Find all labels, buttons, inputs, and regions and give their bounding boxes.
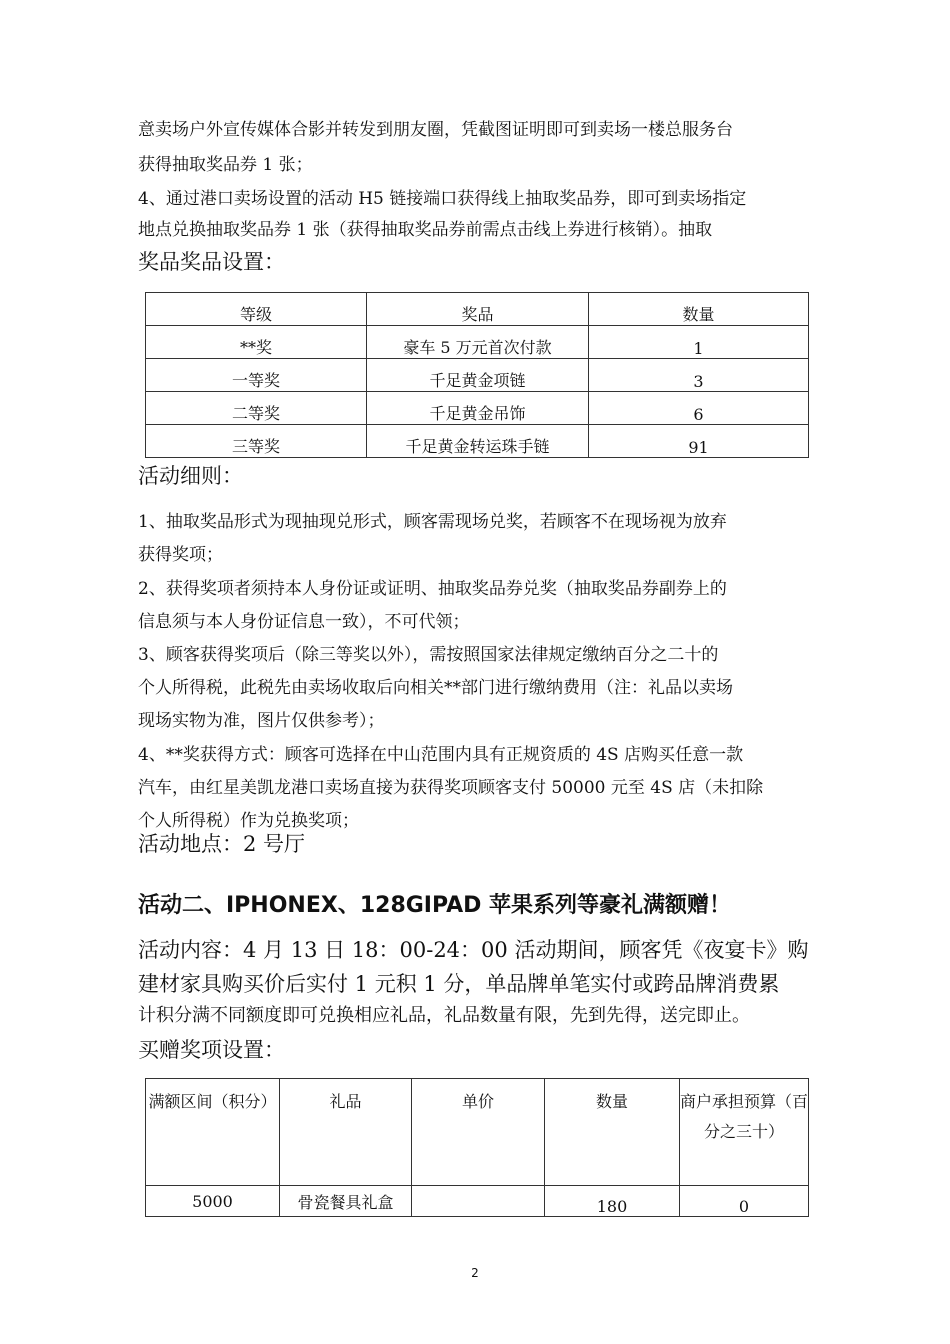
section2-line-3 bbox=[138, 1001, 750, 1027]
rules-line-10: 个人所得税）作为兑换奖项； bbox=[138, 811, 359, 831]
section2-line-2: 建材家具购买价后实付 1 元积 1 分，单品牌单笔实付或跨品牌消费累 bbox=[138, 972, 780, 996]
rules-line-5: 3、顾客获得奖项后（除三等奖以外），需按照国家法律规定缴纳百分之二十的 bbox=[138, 645, 719, 665]
prize-table bbox=[145, 292, 809, 458]
gift-header-budget: 商户承担预算（百分之三十） bbox=[680, 1079, 809, 1186]
gift-table bbox=[145, 1078, 809, 1217]
rules-line-9: 汽车，由红星美凯龙港口卖场直接为获得奖项顾客支付 50000 元至 4S 店（未扣除 bbox=[138, 778, 764, 798]
gift-header-gift: 礼品 bbox=[280, 1079, 412, 1186]
rules-line-8: 4、**奖获得方式：顾客可选择在中山范围内具有正规资质的 4S 店购买任意一款 bbox=[138, 745, 744, 765]
prize-cell: 三等奖 bbox=[146, 425, 367, 458]
section2-heading: 活动二、IPHONEX、128GIPAD 苹果系列等豪礼满额赠！ bbox=[138, 893, 732, 918]
prize-header-level: 等级 bbox=[146, 293, 367, 326]
rules-heading: 活动细则： bbox=[138, 464, 243, 488]
gift-cell: 180 bbox=[545, 1186, 680, 1217]
prize-cell: 6 bbox=[589, 392, 809, 425]
section2-line-4: 买赠奖项设置： bbox=[138, 1038, 285, 1062]
section2-line-1: 活动内容：4 月 13 日 18：00-24：00 活动期间，顾客凭《夜宴卡》购 bbox=[138, 938, 809, 962]
gift-header-quantity: 数量 bbox=[545, 1079, 680, 1186]
prize-cell: 二等奖 bbox=[146, 392, 367, 425]
table-row bbox=[146, 1186, 809, 1217]
intro-line-5: 奖品奖品设置： bbox=[138, 250, 285, 274]
rules-line-2: 获得奖项； bbox=[138, 545, 223, 565]
prize-cell: 千足黄金项链 bbox=[367, 359, 589, 392]
prize-cell: 千足黄金转运珠手链 bbox=[367, 425, 589, 458]
rules-line-4: 信息须与本人身份证信息一致），不可代领； bbox=[138, 612, 470, 632]
intro-line-4 bbox=[138, 215, 712, 240]
prize-header-prize: 奖品 bbox=[367, 293, 589, 326]
prize-header-quantity: 数量 bbox=[589, 293, 809, 326]
gift-header-price: 单价 bbox=[412, 1079, 545, 1186]
prize-cell: 3 bbox=[589, 359, 809, 392]
prize-cell: 千足黄金吊饰 bbox=[367, 392, 589, 425]
location-line: 活动地点：2 号厅 bbox=[138, 832, 306, 856]
gift-cell: 5000 bbox=[146, 1186, 280, 1217]
rules-line-3: 2、获得奖项者须持本人身份证或证明、抽取奖品券兑奖（抽取奖品券副券上的 bbox=[138, 579, 727, 599]
prize-cell: 91 bbox=[589, 425, 809, 458]
table-row bbox=[146, 326, 809, 359]
rules-line-7: 现场实物为准，图片仅供参考）； bbox=[138, 711, 385, 731]
intro-line-4-text: 地点兑换抽取奖品券 1 张（获得抽取奖品券前需点击线上券进行核销）。抽取 bbox=[138, 220, 713, 240]
table-row bbox=[146, 359, 809, 392]
rules-line-1: 1、抽取奖品形式为现抽现兑形式，顾客需现场兑奖，若顾客不在现场视为放弃 bbox=[138, 512, 727, 532]
gift-header-range: 满额区间（积分） bbox=[146, 1079, 280, 1186]
intro-line-1: 意卖场户外宣传媒体合影并转发到朋友圈，凭截图证明即可到卖场一楼总服务台 bbox=[138, 120, 733, 140]
intro-line-2: 获得抽取奖品券 1 张； bbox=[138, 155, 313, 175]
gift-cell bbox=[412, 1186, 545, 1217]
page-number: 2 bbox=[471, 1266, 479, 1280]
prize-cell: **奖 bbox=[146, 326, 367, 359]
section2-line-3-text: 计积分满不同额度即可兑换相应礼品，礼品数量有限，先到先得，送完即止。 bbox=[138, 1005, 750, 1026]
table-row bbox=[146, 425, 809, 458]
table-row bbox=[146, 392, 809, 425]
gift-cell: 0 bbox=[680, 1186, 809, 1217]
intro-line-3: 4、通过港口卖场设置的活动 H5 链接端口获得线上抽取奖品券，即可到卖场指定 bbox=[138, 189, 747, 209]
gift-cell: 骨瓷餐具礼盒 bbox=[280, 1186, 412, 1217]
prize-cell: 一等奖 bbox=[146, 359, 367, 392]
prize-table-header-row bbox=[146, 293, 809, 326]
rules-line-6: 个人所得税，此税先由卖场收取后向相关**部门进行缴纳费用（注：礼品以卖场 bbox=[138, 678, 733, 698]
prize-cell: 1 bbox=[589, 326, 809, 359]
prize-cell: 豪车 5 万元首次付款 bbox=[367, 326, 589, 359]
gift-table-header-row bbox=[146, 1079, 809, 1186]
